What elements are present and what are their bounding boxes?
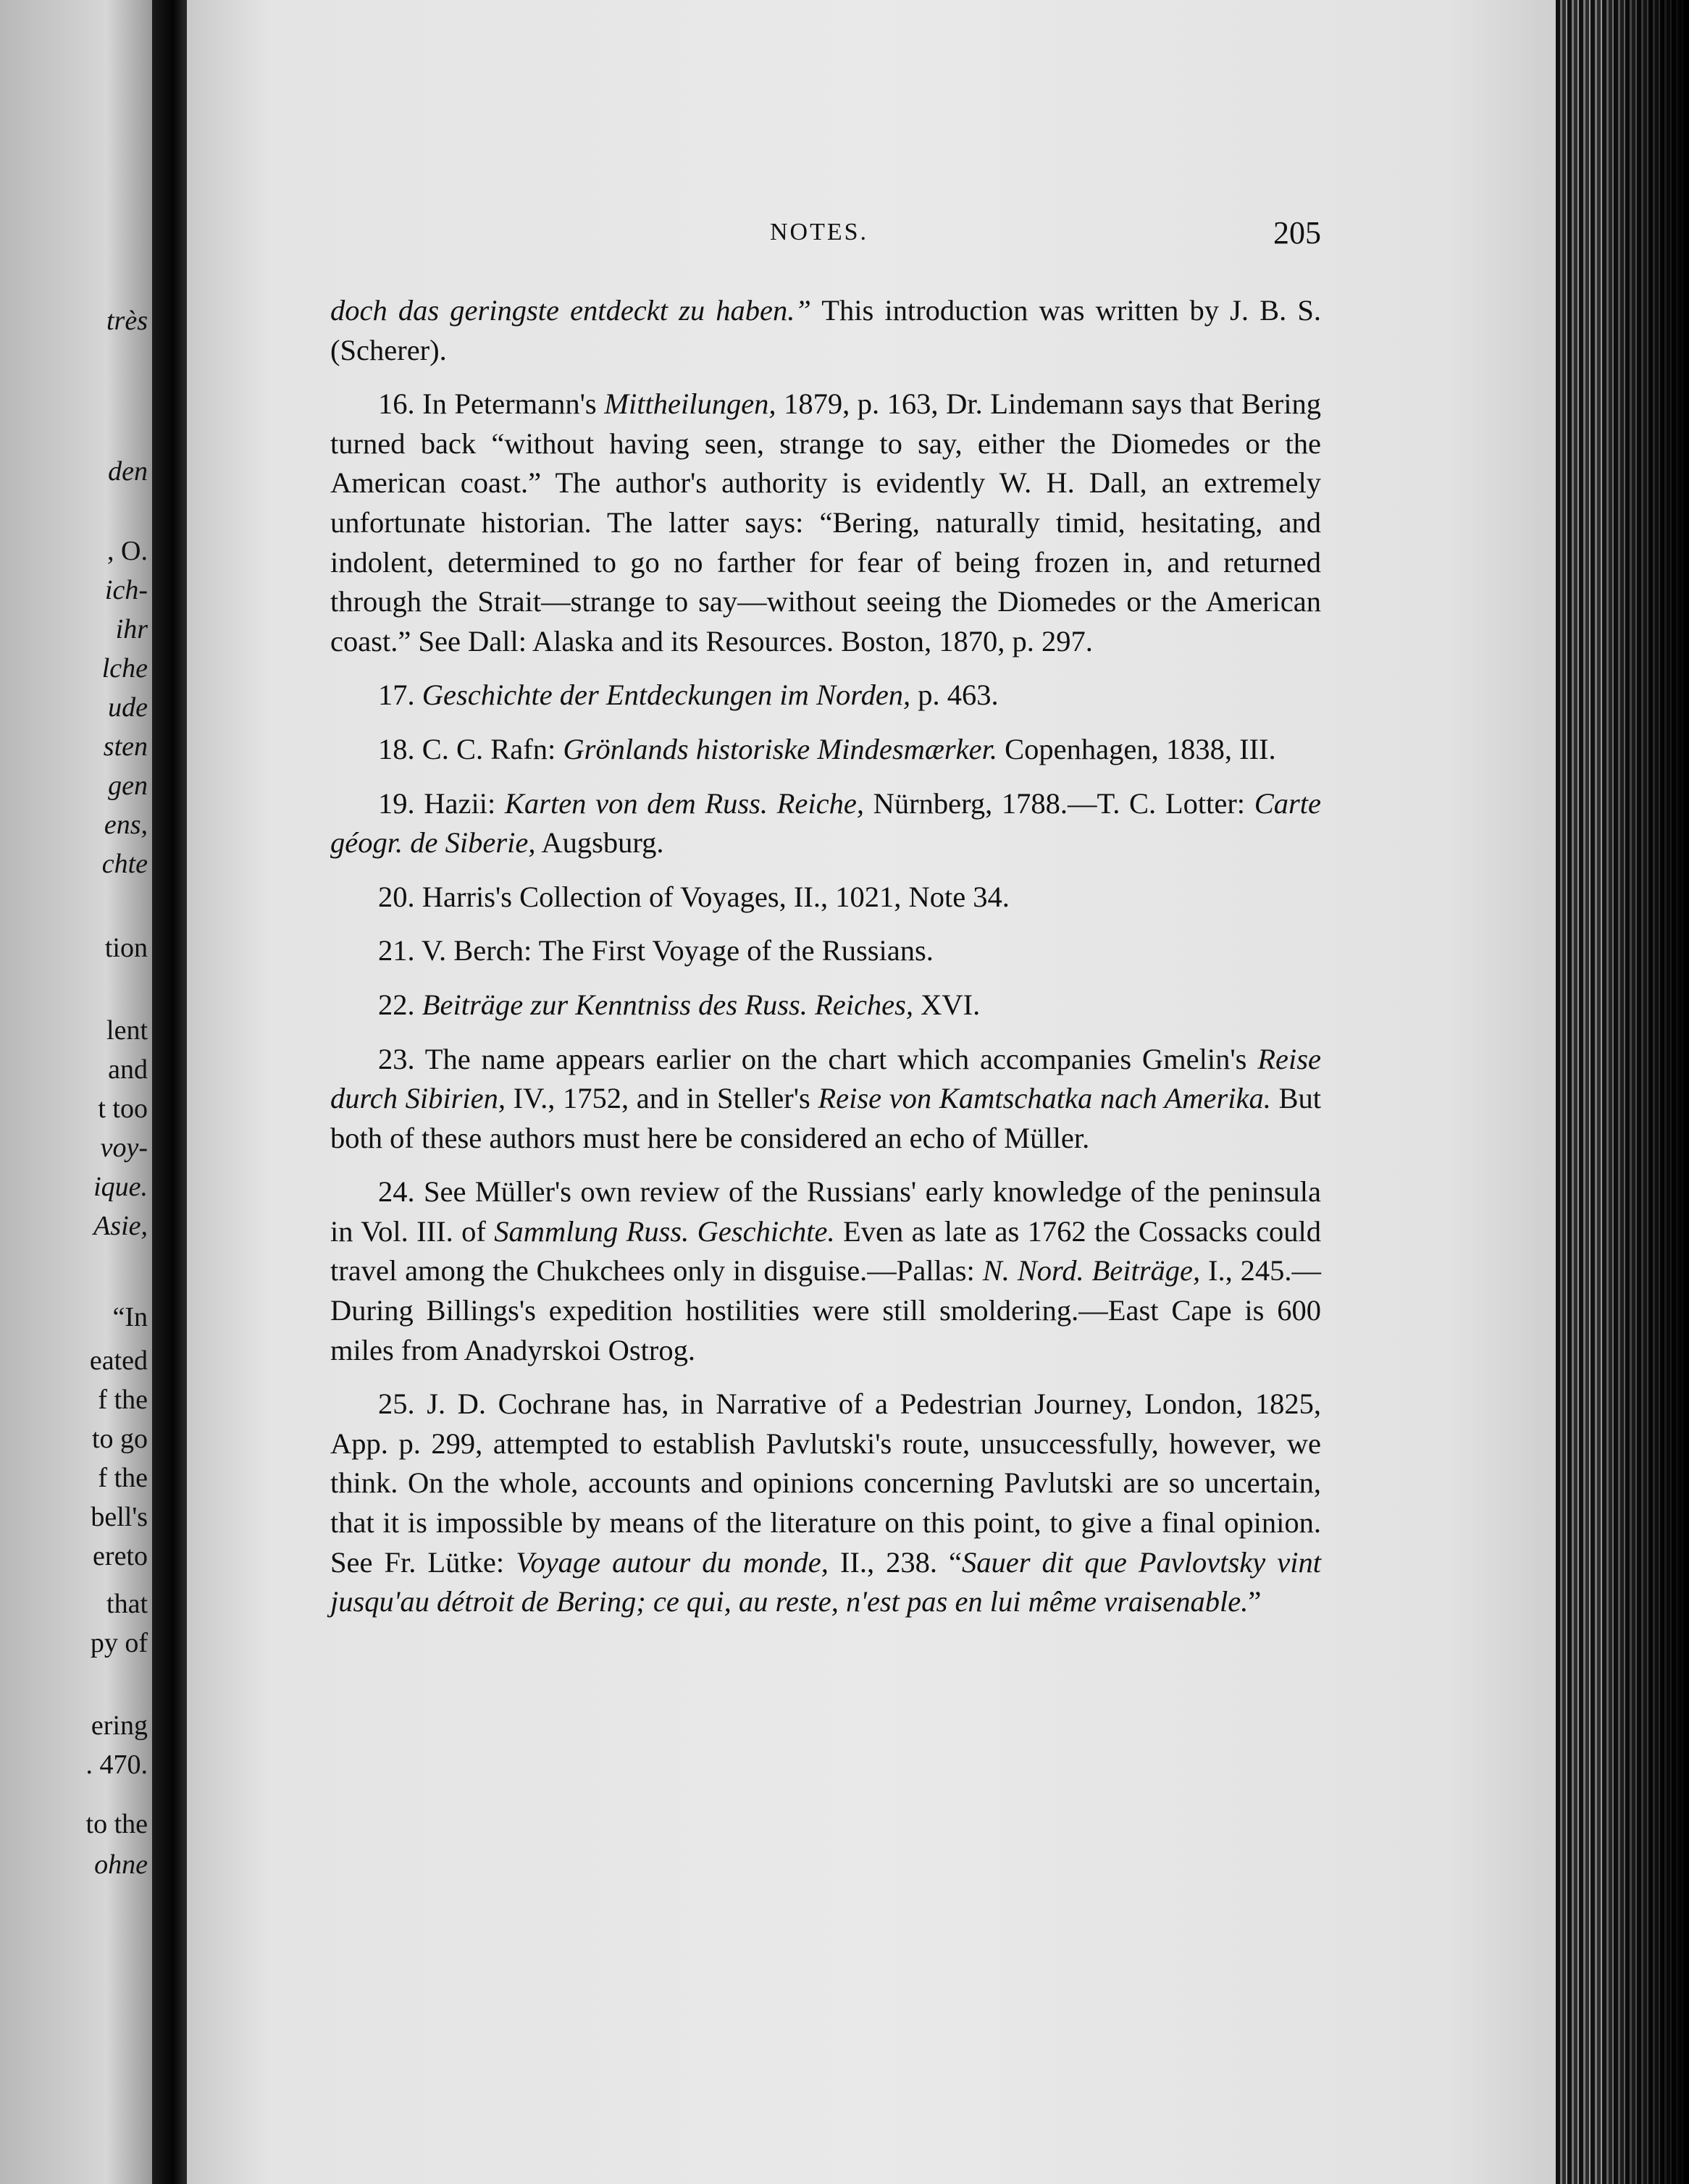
note-23: [330, 1040, 1321, 1159]
note-text: Even as late as 1762 the Cossacks could travel among the Chukchees only in disguise.—Pallas:: [330, 1214, 1321, 1288]
note-number: 19.: [378, 786, 415, 820]
note-text: Augsburg.: [535, 826, 664, 860]
note-text: ”: [1248, 1585, 1262, 1618]
facing-page-fragment: ering: [91, 1710, 148, 1741]
note-italic: Sauer dit que Pavlovtsky vint jusqu'au détroit de Bering; ce qui, au reste, n'est pas en lui même vraisenable.: [330, 1545, 1321, 1618]
facing-page-fragment: to go: [91, 1424, 148, 1454]
note-italic: Carte géogr. de Siberie,: [330, 786, 1321, 860]
note-text: But both of these authors must here be considered an echo of Müller.: [330, 1082, 1321, 1154]
book-spine: [152, 0, 187, 2184]
note-number: 25.: [378, 1387, 415, 1421]
note-italic: Mittheilungen,: [604, 387, 776, 421]
italic-quote: doch das geringste entdeckt zu haben.”: [330, 294, 811, 327]
note-italic: Reise durch Sibirien,: [330, 1042, 1321, 1115]
facing-page-fragment: f the: [98, 1385, 148, 1415]
running-title: NOTES.: [770, 219, 869, 245]
facing-page-fragment: ens,: [104, 810, 148, 840]
facing-page-fragment: ereto: [93, 1541, 148, 1571]
note-text: IV., 1752, and in Steller's: [505, 1082, 818, 1115]
note-number: 21.: [378, 934, 415, 967]
note-text: V. Berch: The First Voyage of the Russians.: [414, 934, 934, 967]
note-number: 20.: [378, 880, 415, 913]
note-18: [330, 730, 1321, 770]
facing-page-fragment: ohne: [94, 1849, 148, 1880]
facing-page-fragment: lche: [101, 653, 148, 684]
facing-page-fragment: bell's: [91, 1502, 148, 1532]
note-number: 23.: [378, 1042, 415, 1075]
facing-page-fragment: tion: [104, 933, 148, 963]
note-text: See Müller's own review of the Russians' early knowledge of the peninsula in Vol. III. of: [330, 1175, 1321, 1248]
note-17: [330, 676, 1321, 715]
facing-page-fragment: f the: [98, 1463, 148, 1493]
facing-page-fragment: t too: [98, 1093, 148, 1124]
note-italic: Grönlands historiske Mindesmærker.: [563, 732, 998, 765]
facing-page-fragment: py of: [90, 1628, 148, 1658]
facing-page-fragment: ihr: [115, 614, 148, 644]
facing-page-fragment: . 470.: [85, 1750, 148, 1780]
note-text: 1879, p. 163, Dr. Lindemann says that Bering turned back “without having seen, strange to say, either the Diomedes or the American coast.” The author's authority is evidently W. H. Dall, an extremely unfortunate historian. The latter says: “Bering, naturally timid, hesitating, and indolent, determined to go no farther for fear of being frozen in, and returned through the Strait—strange to say—without seeing the Diomedes or the American coast.” See Dall: Alaska and its Resources. Boston, 1870, p. 297.: [330, 387, 1321, 658]
note-21: [330, 931, 1321, 971]
facing-page-fragment: to the: [85, 1809, 148, 1839]
intro-paragraph: [330, 291, 1321, 370]
intro-text: This introduction was written by J. B. S. (Scherer).: [330, 294, 1321, 366]
note-italic: Geschichte der Entdeckungen im Norden,: [414, 679, 911, 712]
note-text: II., 238. “: [828, 1545, 963, 1579]
note-number: 24.: [378, 1175, 415, 1209]
note-text: p. 463.: [910, 679, 999, 712]
note-number: 17.: [378, 679, 415, 712]
note-italic: Voyage autour du monde,: [516, 1545, 829, 1579]
note-text: Copenhagen, 1838, III.: [997, 732, 1276, 765]
notes-body: [330, 291, 1321, 1637]
facing-page-fragment: ich-: [104, 575, 148, 605]
note-text: Hazii:: [414, 786, 505, 820]
note-24: [330, 1172, 1321, 1370]
running-header: [330, 214, 1321, 255]
page-number: 205: [1273, 215, 1321, 251]
facing-page-fragment: gen: [108, 770, 148, 801]
note-italic: Karten von dem Russ. Reiche,: [504, 786, 864, 820]
facing-page-fragment: très: [106, 306, 148, 336]
note-text: Harris's Collection of Voyages, II., 1021, Note 34.: [414, 880, 1010, 913]
note-text: I., 245.—During Billings's expedition hostilities were still smoldering.—East Cape is 600 miles from Anadyrskoi Ostrog.: [330, 1254, 1321, 1366]
note-number: 18.: [378, 732, 415, 765]
facing-page-fragment: lent: [106, 1015, 148, 1046]
facing-page-fragment: den: [108, 456, 148, 487]
facing-page-fragment: eated: [89, 1345, 148, 1376]
facing-page-fragment: Asie,: [93, 1211, 148, 1241]
facing-page-fragment: and: [108, 1054, 148, 1085]
facing-page-fragment: ude: [108, 692, 148, 723]
note-22: [330, 986, 1321, 1025]
facing-page-fragment: sten: [103, 731, 148, 762]
note-number: 22.: [378, 988, 415, 1021]
note-text: C. C. Rafn:: [414, 732, 563, 765]
facing-page-fragment: , O.: [107, 536, 148, 566]
note-text: J. D. Cochrane has, in Narrative of a Pedestrian Journey, London, 1825, App. p. 299, attempted to establish Pavlutski's route, unsuccessfully, however, we think. On the whole, accounts and opinions concerning Pavlutski are so uncertain, that it is impossible by means of the literature on this point, to give a final opinion. See Fr. Lütke:: [330, 1387, 1321, 1579]
note-20: [330, 878, 1321, 917]
facing-page: [0, 0, 152, 2184]
note-italic: Beiträge zur Kenntniss des Russ. Reiches,: [414, 988, 914, 1021]
note-italic: N. Nord. Beiträge,: [982, 1254, 1201, 1288]
facing-page-fragment: “In: [112, 1302, 148, 1332]
facing-page-fragment: chte: [101, 849, 148, 879]
note-number: 16.: [378, 387, 415, 421]
page-edges: [1556, 0, 1689, 2184]
note-text: XVI.: [913, 988, 981, 1021]
note-25: [330, 1385, 1321, 1622]
note-19: [330, 784, 1321, 863]
facing-page-fragment: voy-: [100, 1133, 148, 1163]
facing-page-fragment: ique.: [93, 1172, 148, 1202]
note-text: In Petermann's: [414, 387, 605, 421]
facing-page-fragment: that: [106, 1589, 148, 1619]
note-text: The name appears earlier on the chart which accompanies Gmelin's: [414, 1042, 1258, 1075]
note-16: [330, 385, 1321, 661]
note-text: Nürnberg, 1788.—T. C. Lotter:: [863, 786, 1254, 820]
note-italic: Reise von Kamtschatka nach Amerika.: [818, 1082, 1271, 1115]
note-italic: Sammlung Russ. Geschichte.: [494, 1214, 835, 1248]
